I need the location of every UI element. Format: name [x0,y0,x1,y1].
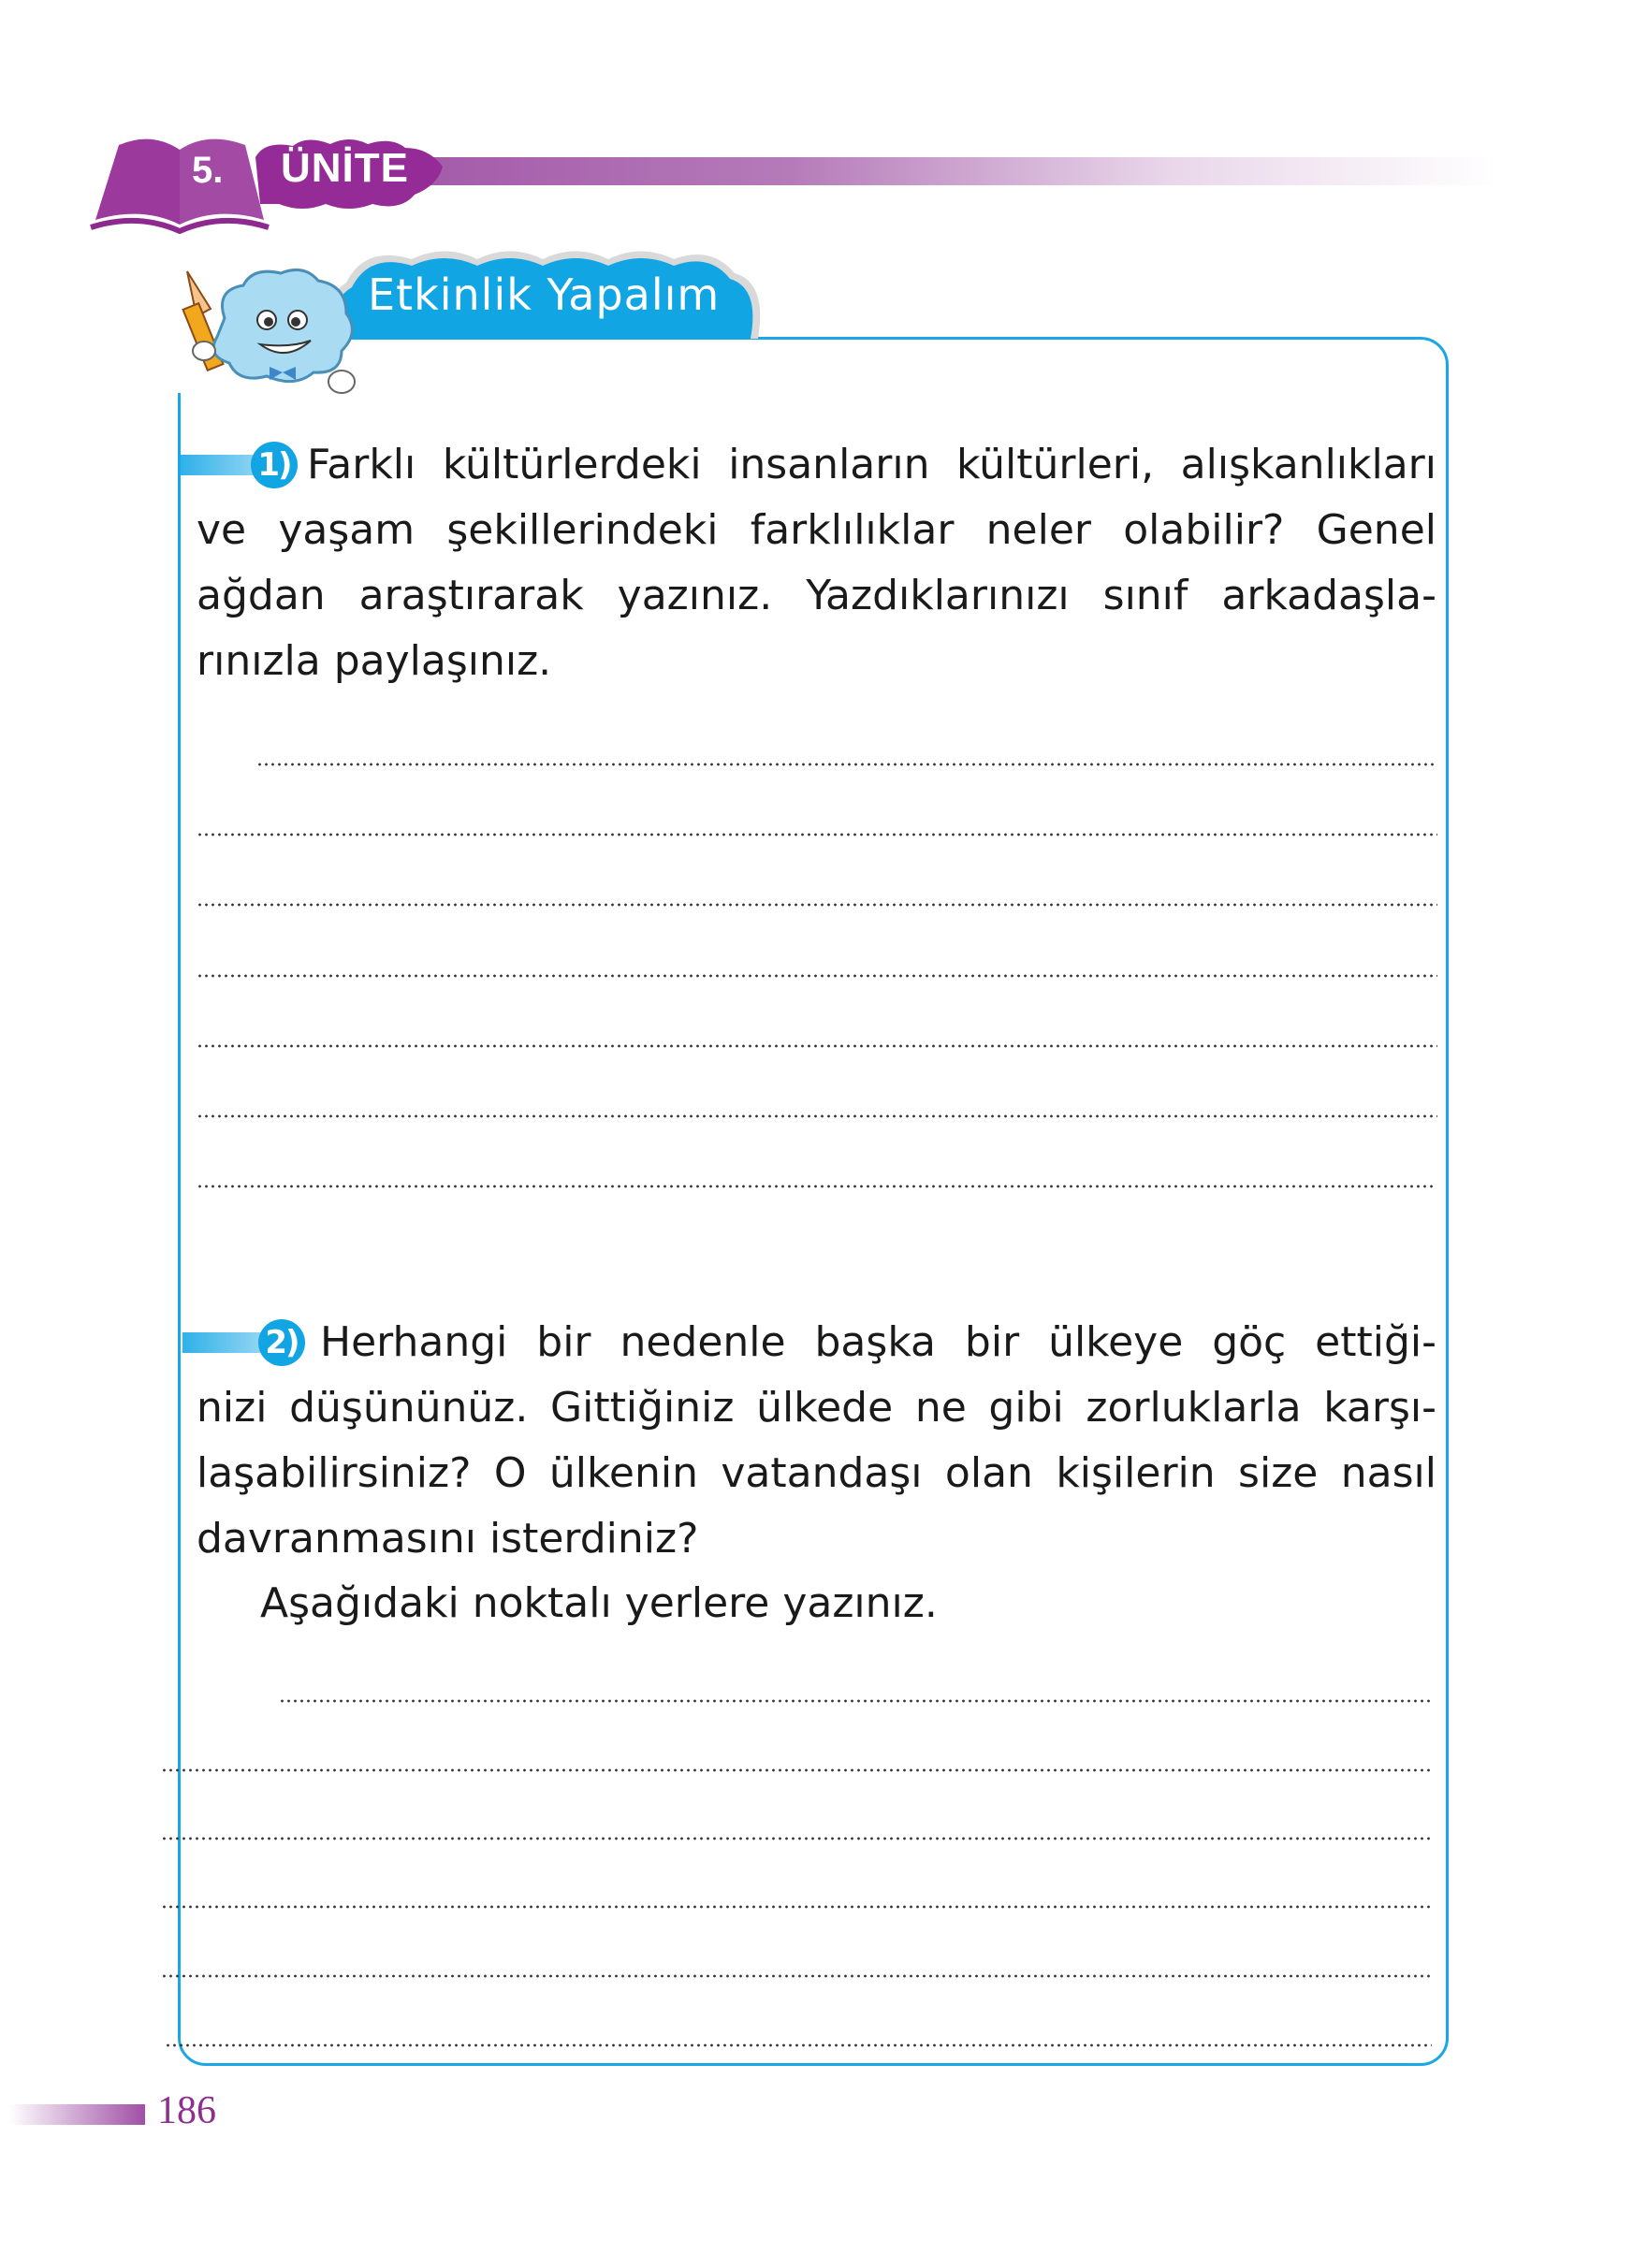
cloud-mascot-icon [159,262,365,402]
question-1-line: Farklı kültürlerdeki insanların kültürleri, alışkanlıkları [307,441,1436,488]
question-2-line: nizi düşününüz. Gittiğiniz ülkede ne gibi zorluklarla karşı- [197,1384,1436,1432]
answer-line-q1-1[interactable] [256,763,1437,766]
answer-line-q1-4[interactable] [197,974,1437,978]
answer-line-q2-5[interactable] [161,1974,1434,1978]
question-1-line: rınızla paylaşınız. [197,637,552,685]
question-2-line: davranmasını isterdiniz? [197,1515,699,1563]
answer-line-q2-4[interactable] [161,1905,1434,1909]
unit-label: ÜNİTE [281,145,409,191]
answer-line-q1-7[interactable] [197,1185,1436,1188]
question-1-line: ve yaşam şekillerindeki farklılıklar neler olabilir? Genel [197,506,1436,554]
question-2-line: Herhangi bir nedenle başka bir ülkeye göç ettiği- [320,1318,1436,1366]
answer-line-q2-3[interactable] [161,1837,1434,1840]
open-book-icon [86,126,273,239]
question-2-line: laşabilirsiniz? O ülkenin vatandaşı olan kişilerin size nasıl [197,1449,1436,1497]
page-number: 186 [157,2089,216,2132]
unit-number: 5. [192,150,224,191]
question-2-instruction: Aşağıdaki noktalı yerlere yazınız. [260,1579,938,1627]
unit-header-bar [412,157,1497,185]
activity-title: Etkinlik Yapalım [368,269,721,320]
question-1-line: ağdan araştırarak yazınız. Yazdıklarınızı sınıf arkadaşla- [197,572,1436,619]
question-2-badge: 2) [258,1319,305,1366]
answer-line-q2-2[interactable] [161,1768,1434,1772]
question-1-text [197,432,1436,694]
answer-line-q1-2[interactable] [197,833,1437,836]
answer-line-q1-5[interactable] [197,1044,1437,1048]
answer-line-q2-6[interactable] [165,2043,1432,2047]
answer-line-q1-6[interactable] [197,1114,1437,1118]
question-2-text [197,1310,1436,1572]
question-1-badge: 1) [251,442,298,488]
answer-line-q2-1[interactable] [279,1699,1434,1703]
answer-line-q1-3[interactable] [197,903,1437,907]
footer-bar [9,2104,145,2125]
